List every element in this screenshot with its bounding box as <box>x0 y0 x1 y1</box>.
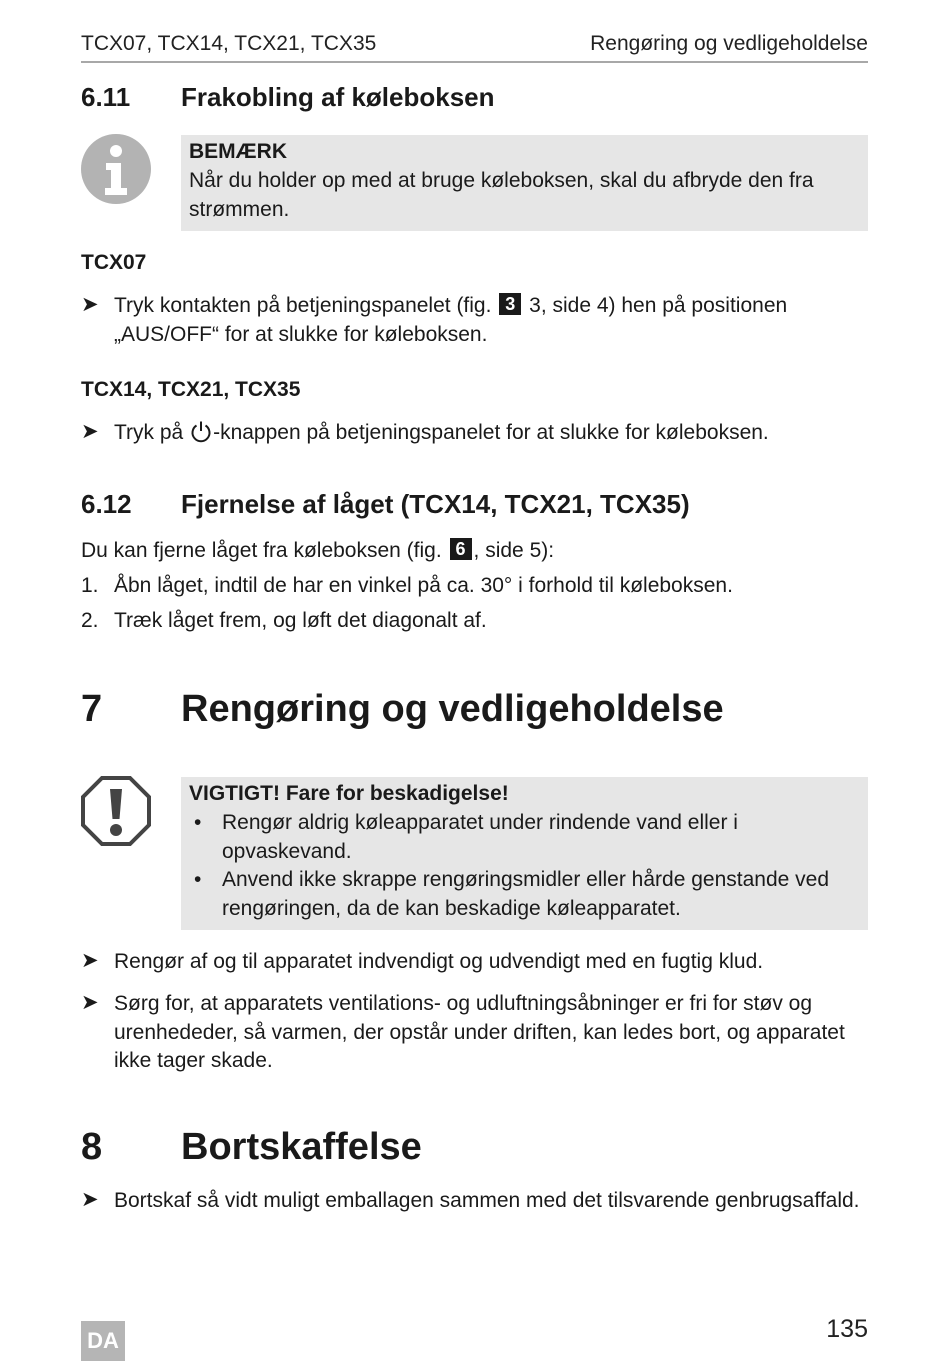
figure-badge: 6 <box>450 538 472 560</box>
chapter-number: 7 <box>81 688 103 730</box>
intro-text: Du kan fjerne låget fra køleboksen (fig. <box>81 539 442 562</box>
chapter-title: Bortskaffelse <box>181 1126 422 1168</box>
bullet-dot: • <box>194 811 202 834</box>
bullet-dot: • <box>194 868 202 891</box>
intro-text: , side 5): <box>473 539 555 562</box>
instruction-step: Bortskaf så vidt muligt emballagen sammen med det tilsvarende genbrugsaffald. <box>114 1189 860 1212</box>
chapter-title: Rengøring og vedligeholdelse <box>181 688 724 730</box>
warning-octagon-icon <box>80 775 152 847</box>
step-arrow-icon: ➤ <box>81 420 99 443</box>
bullet-text: Rengør aldrig køleapparatet under rindende vand eller i <box>222 811 738 834</box>
numbered-item-text: Træk låget frem, og løft det diagonalt af. <box>114 609 487 632</box>
header-divider <box>81 61 868 63</box>
note-text-line: strømmen. <box>189 197 290 221</box>
step-text: Tryk på <box>114 421 184 444</box>
note-box <box>181 135 868 231</box>
note-title: BEMÆRK <box>189 140 287 163</box>
step-text: Tryk kontakten på betjeningspanelet (fig. <box>114 294 492 317</box>
step-text: Sørg for, at apparatets ventilations- og udluftningsåbninger er fri for støv og <box>114 992 813 1015</box>
step-text: ikke tager skade. <box>114 1049 273 1072</box>
warning-list <box>189 809 858 923</box>
subheading-tcx14-21-35: TCX14, TCX21, TCX35 <box>81 378 301 401</box>
note-text-line: Når du holder op med at bruge køleboksen, skal du afbryde den fra <box>189 169 814 192</box>
warning-title: VIGTIGT! Fare for beskadigelse! <box>189 782 509 805</box>
step-text: urenhededer, så varmen, der opstår under driften, kan ledes bort, og apparatet <box>114 1020 845 1044</box>
step-arrow-icon: ➤ <box>81 991 99 1014</box>
step-text: „AUS/OFF“ for at slukke for køleboksen. <box>114 322 488 346</box>
step-arrow-icon: ➤ <box>81 293 99 316</box>
warning-box <box>181 777 868 930</box>
numbered-item-number: 2. <box>81 609 99 632</box>
instruction-step <box>114 292 874 349</box>
step-text: 3, side 4) hen på positionen <box>529 294 788 317</box>
section-number: 6.12 <box>81 489 132 519</box>
subheading-tcx07: TCX07 <box>81 251 147 274</box>
page-number: 135 <box>826 1315 868 1343</box>
running-header-models: TCX07, TCX14, TCX21, TCX35 <box>81 32 377 55</box>
instruction-step: Rengør af og til apparatet indvendigt og udvendigt med en fugtig klud. <box>114 950 764 973</box>
numbered-item-text: Åbn låget, indtil de har en vinkel på ca. 30° i forhold til køleboksen. <box>114 574 733 597</box>
section-intro <box>81 537 554 566</box>
step-arrow-icon: ➤ <box>81 949 99 972</box>
section-number: 6.11 <box>81 82 131 112</box>
step-arrow-icon: ➤ <box>81 1188 99 1211</box>
figure-badge: 3 <box>499 293 521 315</box>
section-title: Frakobling af køleboksen <box>181 82 495 112</box>
bullet-text: rengøringen, da de kan beskadige køleapparatet. <box>222 896 681 920</box>
warning-bullet <box>189 866 858 923</box>
bullet-text: opvaskevand. <box>222 839 352 863</box>
language-tab: DA <box>81 1321 125 1361</box>
section-title: Fjernelse af låget (TCX14, TCX21, TCX35) <box>181 489 690 519</box>
info-icon <box>81 134 151 204</box>
instruction-step <box>114 419 894 448</box>
numbered-item-number: 1. <box>81 574 99 597</box>
chapter-number: 8 <box>81 1126 103 1168</box>
warning-bullet <box>189 809 858 866</box>
step-text: -knappen på betjeningspanelet for at slukke for køleboksen. <box>213 421 769 444</box>
power-icon <box>189 420 213 444</box>
instruction-step <box>114 990 894 1076</box>
bullet-text: Anvend ikke skrappe rengøringsmidler eller hårde genstande ved <box>222 868 830 891</box>
running-header-chapter: Rengøring og vedligeholdelse <box>590 32 868 55</box>
